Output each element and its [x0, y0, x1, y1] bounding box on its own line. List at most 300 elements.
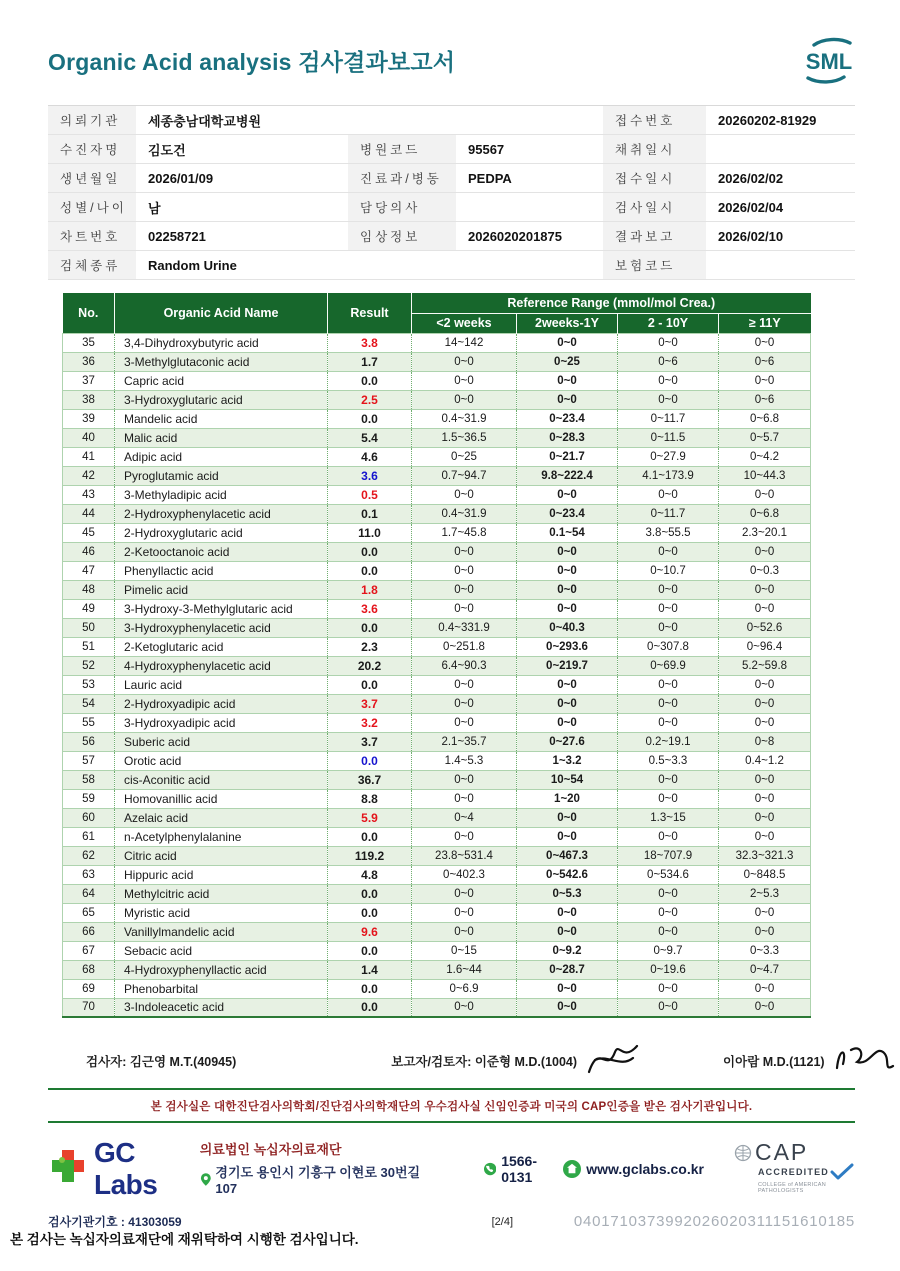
ref-range-1: 9.8~222.4 [517, 466, 618, 485]
result-value: 0.0 [328, 561, 412, 580]
ref-range-3: 0~848.5 [719, 865, 811, 884]
ref-range-1: 0~28.3 [517, 428, 618, 447]
ref-range-3: 32.3~321.3 [719, 846, 811, 865]
info-value: 2026020201875 [456, 222, 603, 251]
ref-range-1: 0~467.3 [517, 846, 618, 865]
ref-range-1: 0~219.7 [517, 656, 618, 675]
result-row [63, 827, 811, 846]
result-row [63, 694, 811, 713]
ref-range-1: 1~20 [517, 789, 618, 808]
ref-range-1: 0~0 [517, 694, 618, 713]
result-value: 2.3 [328, 637, 412, 656]
ref-range-3: 0~6 [719, 352, 811, 371]
ref-range-0: 0~251.8 [412, 637, 517, 656]
website-item [563, 1160, 704, 1178]
ref-range-2: 4.1~173.9 [618, 466, 719, 485]
acid-name: 2-Hydroxyadipic acid [115, 694, 328, 713]
col-header-no: No. [63, 293, 115, 333]
ref-range-2: 0~534.6 [618, 865, 719, 884]
page-title: Organic Acid analysis 검사결과보고서 [48, 49, 456, 75]
info-label: 검체종류 [48, 251, 136, 280]
org-name: 의료법인 녹십자의료재단 [199, 1142, 342, 1157]
info-label: 의뢰기관 [48, 106, 136, 135]
result-row [63, 333, 811, 352]
accreditation-text: 본 검사실은 대한진단검사의학회/진단검사의학재단의 우수검사실 신임인증과 미국의 CAP인증을 받은 검사기관입니다. [150, 1101, 753, 1113]
ref-range-3: 0~0 [719, 542, 811, 561]
result-value: 8.8 [328, 789, 412, 808]
result-row [63, 523, 811, 542]
info-label: 성별/나이 [48, 193, 136, 222]
delegation-note: 본 검사는 녹십자의료재단에 재위탁하여 시행한 검사입니다. [10, 1232, 359, 1247]
ref-range-2: 0~27.9 [618, 447, 719, 466]
ref-range-2: 0~19.6 [618, 960, 719, 979]
result-value: 3.6 [328, 466, 412, 485]
row-no: 53 [63, 675, 115, 694]
ref-range-3: 0~0 [719, 770, 811, 789]
ref-range-1: 0~0 [517, 485, 618, 504]
ref-range-2: 0~6 [618, 352, 719, 371]
gc-labs-logo [48, 1137, 190, 1201]
ref-range-3: 0~0 [719, 333, 811, 352]
result-row [63, 428, 811, 447]
ref-range-2: 0~0 [618, 485, 719, 504]
result-row [63, 903, 811, 922]
reporter-name: 보고자/검토자: 이준형 M.D.(1004) [391, 1055, 578, 1069]
ref-range-2: 0~0 [618, 789, 719, 808]
row-no: 45 [63, 523, 115, 542]
ref-range-2: 0~0 [618, 884, 719, 903]
info-label: 채취일시 [603, 135, 706, 164]
result-value: 3.6 [328, 599, 412, 618]
acid-name: Myristic acid [115, 903, 328, 922]
website-icon [563, 1160, 581, 1178]
gc-labs-wordmark: GC Labs [94, 1137, 158, 1200]
result-value: 20.2 [328, 656, 412, 675]
row-no: 39 [63, 409, 115, 428]
result-value: 0.0 [328, 884, 412, 903]
ref-range-2: 0~69.9 [618, 656, 719, 675]
ref-range-3: 2.3~20.1 [719, 523, 811, 542]
result-value: 0.0 [328, 409, 412, 428]
acid-name: Malic acid [115, 428, 328, 447]
acid-name: 3-Hydroxyglutaric acid [115, 390, 328, 409]
result-row [63, 979, 811, 998]
ref-range-1: 0~0 [517, 903, 618, 922]
acid-name: 2-Ketooctanoic acid [115, 542, 328, 561]
result-value: 9.6 [328, 922, 412, 941]
result-value: 5.4 [328, 428, 412, 447]
result-row [63, 656, 811, 675]
ref-range-0: 0~0 [412, 542, 517, 561]
result-row [63, 466, 811, 485]
ref-range-1: 0~5.3 [517, 884, 618, 903]
row-no: 64 [63, 884, 115, 903]
result-table [62, 293, 811, 1018]
website-url: www.gclabs.co.kr [586, 1161, 704, 1177]
ref-range-2: 0~0 [618, 580, 719, 599]
row-no: 41 [63, 447, 115, 466]
info-row [48, 106, 855, 135]
info-value: 2026/02/04 [706, 193, 855, 222]
result-row [63, 770, 811, 789]
ref-range-0: 0~0 [412, 903, 517, 922]
ref-range-1: 0~40.3 [517, 618, 618, 637]
col-header-ref-2: 2 - 10Y [618, 313, 719, 333]
result-value: 0.5 [328, 485, 412, 504]
ref-range-0: 0~0 [412, 561, 517, 580]
phone-item [484, 1153, 547, 1185]
row-no: 67 [63, 941, 115, 960]
info-row [48, 251, 855, 280]
row-no: 47 [63, 561, 115, 580]
result-row [63, 447, 811, 466]
ref-range-3: 0~4.7 [719, 960, 811, 979]
ref-range-1: 0~0 [517, 333, 618, 352]
row-no: 42 [63, 466, 115, 485]
acid-name: 2-Hydroxyphenylacetic acid [115, 504, 328, 523]
ref-range-3: 0~0 [719, 922, 811, 941]
gc-cross-icon [48, 1146, 88, 1193]
info-row [48, 222, 855, 251]
result-row [63, 732, 811, 751]
ref-range-2: 0~10.7 [618, 561, 719, 580]
row-no: 58 [63, 770, 115, 789]
phone-number: 1566-0131 [501, 1153, 537, 1185]
ref-range-1: 0~0 [517, 371, 618, 390]
result-row [63, 504, 811, 523]
ref-range-3: 0~0 [719, 713, 811, 732]
ref-range-0: 0.4~31.9 [412, 409, 517, 428]
page-number: [2/4] [491, 1215, 514, 1228]
row-no: 54 [63, 694, 115, 713]
ref-range-2: 0~0 [618, 998, 719, 1017]
row-no: 66 [63, 922, 115, 941]
ref-range-0: 0~0 [412, 352, 517, 371]
acid-name: Homovanillic acid [115, 789, 328, 808]
info-value: 김도건 [136, 135, 348, 164]
ref-range-2: 0~0 [618, 903, 719, 922]
result-value: 1.4 [328, 960, 412, 979]
acid-name: Phenobarbital [115, 979, 328, 998]
row-no: 56 [63, 732, 115, 751]
acid-name: 4-Hydroxyphenylacetic acid [115, 656, 328, 675]
info-label: 진료과/병동 [348, 164, 456, 193]
ref-range-3: 0~0 [719, 903, 811, 922]
result-value: 0.0 [328, 979, 412, 998]
col-header-ref-3: ≥ 11Y [719, 313, 811, 333]
info-value: PEDPA [456, 164, 603, 193]
ref-range-2: 0~0 [618, 770, 719, 789]
result-row [63, 808, 811, 827]
acid-name: 3-Hydroxyphenylacetic acid [115, 618, 328, 637]
report-header [0, 0, 900, 91]
acid-name: Pyroglutamic acid [115, 466, 328, 485]
acid-name: Azelaic acid [115, 808, 328, 827]
result-row [63, 390, 811, 409]
info-value: 95567 [456, 135, 603, 164]
ref-range-0: 0~0 [412, 713, 517, 732]
info-label: 수진자명 [48, 135, 136, 164]
ref-range-3: 0~0 [719, 675, 811, 694]
ref-range-1: 10~54 [517, 770, 618, 789]
result-row [63, 542, 811, 561]
ref-range-2: 0~0 [618, 542, 719, 561]
result-value: 0.0 [328, 903, 412, 922]
acid-name: Hippuric acid [115, 865, 328, 884]
info-row [48, 193, 855, 222]
acid-name: Sebacic acid [115, 941, 328, 960]
ref-range-2: 0~0 [618, 694, 719, 713]
ref-range-1: 0~27.6 [517, 732, 618, 751]
acid-name: Adipic acid [115, 447, 328, 466]
ref-range-2: 0~0 [618, 618, 719, 637]
result-row [63, 637, 811, 656]
cap-subtitle: ACCREDITED [757, 1167, 829, 1177]
result-row [63, 865, 811, 884]
info-value [706, 135, 855, 164]
ref-range-2: 0~0 [618, 675, 719, 694]
ref-range-2: 0.5~3.3 [618, 751, 719, 770]
result-value: 3.7 [328, 694, 412, 713]
reporter-signature-icon [583, 1038, 641, 1085]
acid-name: Lauric acid [115, 675, 328, 694]
acid-name: Citric acid [115, 846, 328, 865]
ref-range-3: 0~6.8 [719, 504, 811, 523]
cap-checkmark-icon [829, 1163, 855, 1181]
info-row [48, 164, 855, 193]
info-label: 임상정보 [348, 222, 456, 251]
result-value: 36.7 [328, 770, 412, 789]
ref-range-3: 0~0 [719, 599, 811, 618]
result-value: 3.7 [328, 732, 412, 751]
acid-name: 3-Methylglutaconic acid [115, 352, 328, 371]
org-block [200, 1137, 422, 1196]
result-row [63, 713, 811, 732]
result-row [63, 599, 811, 618]
acid-name: cis-Aconitic acid [115, 770, 328, 789]
ref-range-0: 0~0 [412, 694, 517, 713]
acid-name: 3-Methyladipic acid [115, 485, 328, 504]
ref-range-0: 0~0 [412, 998, 517, 1017]
ref-range-3: 0~0.3 [719, 561, 811, 580]
second-md-name: 이아람 M.D.(1121) [723, 1055, 825, 1069]
ref-range-1: 0~0 [517, 827, 618, 846]
info-value [706, 251, 855, 280]
ref-range-0: 23.8~531.4 [412, 846, 517, 865]
ref-range-1: 0~0 [517, 922, 618, 941]
ref-range-3: 0~0 [719, 371, 811, 390]
col-header-ref-0: <2 weeks [412, 313, 517, 333]
result-value: 2.5 [328, 390, 412, 409]
result-value: 0.0 [328, 618, 412, 637]
ref-range-3: 0~0 [719, 808, 811, 827]
cap-accredited-logo [734, 1137, 855, 1194]
ref-range-0: 1.6~44 [412, 960, 517, 979]
result-value: 3.8 [328, 333, 412, 352]
ref-range-3: 5.2~59.8 [719, 656, 811, 675]
ref-range-0: 0~0 [412, 827, 517, 846]
acid-name: 4-Hydroxyphenyllactic acid [115, 960, 328, 979]
ref-range-2: 0~307.8 [618, 637, 719, 656]
ref-range-3: 0~3.3 [719, 941, 811, 960]
col-header-ref-1: 2weeks-1Y [517, 313, 618, 333]
ref-range-2: 0~11.5 [618, 428, 719, 447]
info-value: 2026/02/10 [706, 222, 855, 251]
ref-range-1: 1~3.2 [517, 751, 618, 770]
phone-icon [484, 1160, 496, 1178]
svg-text:SML: SML [805, 49, 853, 74]
result-value: 0.0 [328, 542, 412, 561]
acid-name: Mandelic acid [115, 409, 328, 428]
ref-range-0: 14~142 [412, 333, 517, 352]
row-no: 35 [63, 333, 115, 352]
result-row [63, 960, 811, 979]
ref-range-0: 1.4~5.3 [412, 751, 517, 770]
row-no: 61 [63, 827, 115, 846]
ref-range-3: 0~4.2 [719, 447, 811, 466]
second-md-signature-icon [831, 1038, 897, 1085]
ref-range-0: 0~15 [412, 941, 517, 960]
cap-globe-icon [734, 1144, 752, 1162]
ref-range-3: 0~6.8 [719, 409, 811, 428]
ref-range-1: 0~542.6 [517, 865, 618, 884]
result-row [63, 561, 811, 580]
row-no: 57 [63, 751, 115, 770]
info-value: 2026/02/02 [706, 164, 855, 193]
ref-range-0: 0~0 [412, 675, 517, 694]
result-value: 0.1 [328, 504, 412, 523]
ref-range-0: 0~0 [412, 770, 517, 789]
info-label: 차트번호 [48, 222, 136, 251]
ref-range-0: 0~0 [412, 789, 517, 808]
ref-range-0: 0~0 [412, 580, 517, 599]
ref-range-1: 0~0 [517, 542, 618, 561]
ref-range-1: 0~21.7 [517, 447, 618, 466]
ref-range-0: 0.7~94.7 [412, 466, 517, 485]
ref-range-1: 0~0 [517, 390, 618, 409]
ref-range-0: 0.4~331.9 [412, 618, 517, 637]
row-no: 43 [63, 485, 115, 504]
ref-range-1: 0~28.7 [517, 960, 618, 979]
row-no: 49 [63, 599, 115, 618]
result-row [63, 580, 811, 599]
ref-range-1: 0~0 [517, 580, 618, 599]
ref-range-2: 3.8~55.5 [618, 523, 719, 542]
info-label: 검사일시 [603, 193, 706, 222]
ref-range-0: 0~402.3 [412, 865, 517, 884]
info-value: 2026/01/09 [136, 164, 348, 193]
ref-range-0: 0~0 [412, 371, 517, 390]
row-no: 51 [63, 637, 115, 656]
row-no: 38 [63, 390, 115, 409]
ref-range-2: 0~0 [618, 713, 719, 732]
acid-name: Methylcitric acid [115, 884, 328, 903]
ref-range-3: 0~5.7 [719, 428, 811, 447]
ref-range-0: 1.7~45.8 [412, 523, 517, 542]
ref-range-2: 18~707.9 [618, 846, 719, 865]
result-value: 0.0 [328, 998, 412, 1017]
result-value: 0.0 [328, 371, 412, 390]
result-value: 119.2 [328, 846, 412, 865]
result-row [63, 941, 811, 960]
info-value: 남 [136, 193, 348, 222]
ref-range-0: 0~4 [412, 808, 517, 827]
result-row [63, 409, 811, 428]
result-row [63, 789, 811, 808]
result-value: 3.2 [328, 713, 412, 732]
ref-range-1: 0~0 [517, 713, 618, 732]
ref-range-3: 0~8 [719, 732, 811, 751]
patient-info-table [48, 105, 855, 280]
ref-range-0: 0.4~31.9 [412, 504, 517, 523]
info-row [48, 135, 855, 164]
ref-range-3: 0~52.6 [719, 618, 811, 637]
ref-range-3: 2~5.3 [719, 884, 811, 903]
acid-name: 3-Indoleacetic acid [115, 998, 328, 1017]
acid-name: Vanillylmandelic acid [115, 922, 328, 941]
row-no: 69 [63, 979, 115, 998]
accreditation-banner [48, 1088, 855, 1123]
result-value: 5.9 [328, 808, 412, 827]
ref-range-0: 2.1~35.7 [412, 732, 517, 751]
location-pin-icon [200, 1172, 212, 1187]
info-label: 담당의사 [348, 193, 456, 222]
ref-range-3: 0~0 [719, 694, 811, 713]
ref-range-3: 0.4~1.2 [719, 751, 811, 770]
result-row [63, 352, 811, 371]
result-row [63, 675, 811, 694]
contact-row [484, 1137, 720, 1185]
acid-name: n-Acetylphenylalanine [115, 827, 328, 846]
ref-range-2: 0~0 [618, 333, 719, 352]
row-no: 59 [63, 789, 115, 808]
result-row [63, 998, 811, 1017]
acid-name: Pimelic acid [115, 580, 328, 599]
ref-range-0: 0~0 [412, 485, 517, 504]
row-no: 65 [63, 903, 115, 922]
ref-range-0: 6.4~90.3 [412, 656, 517, 675]
ref-range-1: 0~0 [517, 808, 618, 827]
patient-info-body [48, 106, 855, 280]
row-no: 70 [63, 998, 115, 1017]
tester-name: 검사자: 김근영 M.T.(40945) [86, 1055, 237, 1069]
ref-range-2: 0~0 [618, 922, 719, 941]
ref-range-1: 0~23.4 [517, 504, 618, 523]
result-value: 0.0 [328, 941, 412, 960]
acid-name: 3,4-Dihydroxybutyric acid [115, 333, 328, 352]
ref-range-1: 0~9.2 [517, 941, 618, 960]
result-value: 1.8 [328, 580, 412, 599]
info-label: 결과보고 [603, 222, 706, 251]
ref-range-0: 0~0 [412, 884, 517, 903]
info-label: 접수번호 [603, 106, 706, 135]
row-no: 62 [63, 846, 115, 865]
ref-range-0: 0~25 [412, 447, 517, 466]
acid-name: Phenyllactic acid [115, 561, 328, 580]
ref-range-2: 0.2~19.1 [618, 732, 719, 751]
ref-range-0: 0~0 [412, 599, 517, 618]
col-header-result: Result [328, 293, 412, 333]
ref-range-3: 0~0 [719, 485, 811, 504]
info-value: 20260202-81929 [706, 106, 855, 135]
acid-name: 3-Hydroxy-3-Methylglutaric acid [115, 599, 328, 618]
ref-range-0: 0~6.9 [412, 979, 517, 998]
ref-range-2: 0~11.7 [618, 504, 719, 523]
acid-name: 3-Hydroxyadipic acid [115, 713, 328, 732]
acid-name: 2-Ketoglutaric acid [115, 637, 328, 656]
signature-row [48, 1038, 855, 1084]
ref-range-1: 0~23.4 [517, 409, 618, 428]
